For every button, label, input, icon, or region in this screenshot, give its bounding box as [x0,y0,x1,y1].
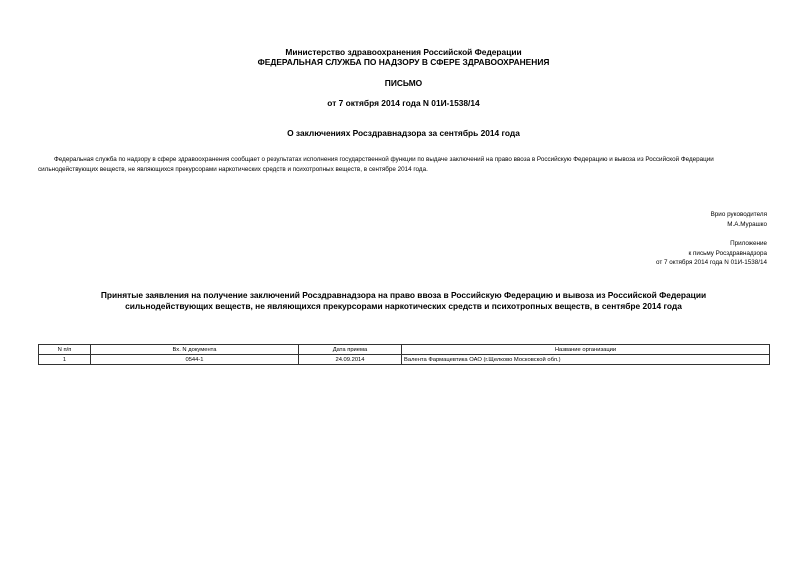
signature-block [711,210,767,229]
cell-organization: Валента Фармацевтика ОАО (г.Щелково Московской обл.) [402,355,770,365]
column-header-number: N п/п [39,345,91,355]
appendix-line-3: от 7 октября 2014 года N 01И-1538/14 [656,259,767,266]
cell-doc-number: 0544-1 [91,355,299,365]
cell-number: 1 [39,355,91,365]
column-header-date: Дата приема [299,345,402,355]
service-name: ФЕДЕРАЛЬНАЯ СЛУЖБА ПО НАДЗОРУ В СФЕРЕ ЗДРАВООХРАНЕНИЯ [257,57,550,67]
column-header-organization: Название организации [402,345,770,355]
document-subject: О заключениях Росздравнадзора за сентябрь 2014 года [287,128,520,138]
column-header-doc-number: Вх. N документа [91,345,299,355]
appendix-block [656,239,767,268]
signature-name: М.А.Мурашко [727,220,767,228]
document-date-number: от 7 октября 2014 года N 01И-1538/14 [327,98,480,108]
cell-date: 24.09.2014 [299,355,402,365]
signature-position: Врио руководителя [710,211,767,218]
document-type: ПИСЬМО [384,78,423,88]
appendix-line-2: к письму Росздравнадзора [688,249,767,257]
applications-table [38,344,770,365]
table-row [39,355,770,365]
appendix-line-1: Приложение [730,240,767,247]
ministry-name: Министерство здравоохранения Российской Федерации [285,47,522,57]
table-header-row [39,345,770,355]
appendix-title: Принятые заявления на получение заключений Росздравнадзора на право ввоза в Российскую Федерацию и вывоза из Российской Федерации сильнодействующих веществ, не являющихся прекурсорами наркотических средств и психотропных веществ, в сентябре 2014 года [100,290,707,311]
body-paragraph: Федеральная служба по надзору в сфере здравоохранения сообщает о результатах исполнения государственной функции по выдаче заключений на право ввоза в Российскую Федерацию и вывоза из Российской Федерации сильнодействующих веществ, не являющихся прекурсорами наркотических средств и психотропных веществ, в сентябре 2014 года. [38,156,714,173]
